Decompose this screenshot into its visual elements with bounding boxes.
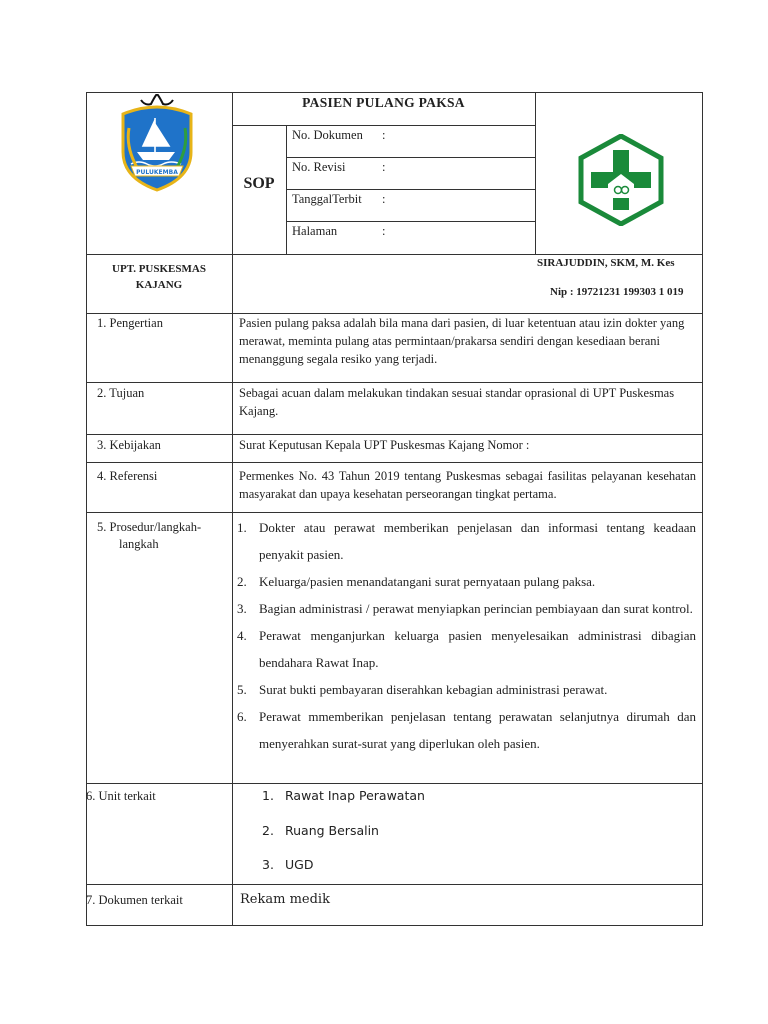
- official-nip: Nip : 19721231 199303 1 019: [550, 286, 684, 298]
- section-text-pengertian: Pasien pulang paksa adalah bila mana dari pasien, di luar ketentuan atau izin dokter yang merawat, meminta pulang atas permintaan/prakarsa sendiri dengan kesediaan berani menanggung segala resiko yang terjadi.: [239, 316, 685, 367]
- org-name-line2: KAJANG: [135, 279, 183, 291]
- document-title: PASIEN PULANG PAKSA: [302, 95, 465, 110]
- section-text-referensi: Permenkes No. 43 Tahun 2019 tentang Puskesmas sebagai fasilitas pelayanan kesehatan masyarakat dan upaya kesehatan perseorangan tingkat pertama.: [239, 469, 696, 502]
- unit-item: UGD: [285, 857, 314, 872]
- unit-number: 2.: [262, 823, 274, 838]
- unit-number: 1.: [262, 788, 274, 803]
- procedure-steps: [237, 514, 696, 757]
- field-no-revisi: No. Revisi: [292, 160, 346, 174]
- section-label-referensi: 4. Referensi: [97, 469, 158, 483]
- step-number: 1.: [237, 520, 247, 535]
- section-label-prosedur-cont: langkah: [119, 537, 159, 551]
- row-line-3: [86, 434, 703, 435]
- unit-number: 3.: [262, 857, 274, 872]
- header-divider-right: [535, 92, 536, 254]
- puskesmas-cross-logo: [578, 134, 664, 226]
- field-halaman: Halaman: [292, 224, 338, 238]
- step-text: Dokter atau perawat memberikan penjelasan dan informasi tentang keadaan penyakit pasien.: [259, 520, 696, 562]
- field-sep: :: [382, 192, 386, 206]
- section-text-kebijakan: Surat Keputusan Kepala UPT Puskesmas Kajang Nomor :: [239, 438, 530, 452]
- step-number: 2.: [237, 574, 247, 589]
- section-text-tujuan: Sebagai acuan dalam melakukan tindakan sesuai standar oprasional di UPT Puskesmas Kajang.: [239, 386, 675, 419]
- step-number: 4.: [237, 628, 247, 643]
- section-label-unit: 6. Unit terkait: [86, 789, 156, 803]
- section-label-pengertian: 1. Pengertian: [97, 316, 163, 330]
- step-text: Perawat menganjurkan keluarga pasien menyelesaikan administrasi dibagian bendahara Rawat Inap.: [259, 628, 696, 670]
- step-number: 3.: [237, 601, 247, 616]
- section-label-prosedur: 5. Prosedur/langkah-: [97, 520, 202, 534]
- section-label-kebijakan: 3. Kebijakan: [97, 438, 161, 452]
- row-line-7: [86, 884, 703, 885]
- step-text: Surat bukti pembayaran diserahkan kebagian administrasi perawat.: [259, 682, 608, 697]
- sop-label: SOP: [243, 175, 275, 192]
- section-label-dokumen: 7. Dokumen terkait: [86, 893, 183, 907]
- field-sep: :: [382, 224, 386, 238]
- procedure-step: [237, 676, 696, 703]
- step-text: Keluarga/pasien menandatangani surat pernyataan pulang paksa.: [259, 574, 596, 589]
- header-bottom-line: [86, 254, 703, 255]
- step-number: 6.: [237, 709, 247, 724]
- table-border-right: [702, 92, 703, 926]
- puskesmas-crest-logo: [115, 94, 199, 194]
- section-text-dokumen: Rekam medik: [240, 892, 330, 907]
- section-label-tujuan: 2. Tujuan: [97, 386, 145, 400]
- unit-item: Ruang Bersalin: [285, 823, 379, 838]
- column-divider: [232, 92, 233, 926]
- step-text: Bagian administrasi / perawat menyiapkan perincian pembiayaan dan surat kontrol.: [259, 601, 693, 616]
- procedure-step: [237, 595, 696, 622]
- unit-item: Rawat Inap Perawatan: [285, 788, 425, 803]
- field-sep: :: [382, 160, 386, 174]
- field-tanggal-terbit: TanggalTerbit: [292, 192, 362, 206]
- step-number: 5.: [237, 682, 247, 697]
- row-line-6: [86, 783, 703, 784]
- procedure-step: [237, 514, 696, 568]
- crest-banner-text: PULUKEMBA: [136, 169, 178, 176]
- row-line-5: [86, 512, 703, 513]
- step-text: Perawat mmemberikan penjelasan tentang perawatan selanjutnya dirumah dan menyerahkan surat-surat yang diperlukan oleh pasien.: [259, 709, 696, 751]
- procedure-step: [237, 622, 696, 676]
- field-no-dokumen: No. Dokumen: [292, 128, 363, 142]
- procedure-step: [237, 568, 696, 595]
- official-name: SIRAJUDDIN, SKM, M. Kes: [537, 257, 675, 269]
- row-line-4: [86, 462, 703, 463]
- table-border-bottom: [86, 925, 703, 926]
- field-sep: :: [382, 128, 386, 142]
- org-name-line1: UPT. PUSKESMAS: [112, 263, 206, 275]
- procedure-step: [237, 703, 696, 757]
- row-line-2: [86, 382, 703, 383]
